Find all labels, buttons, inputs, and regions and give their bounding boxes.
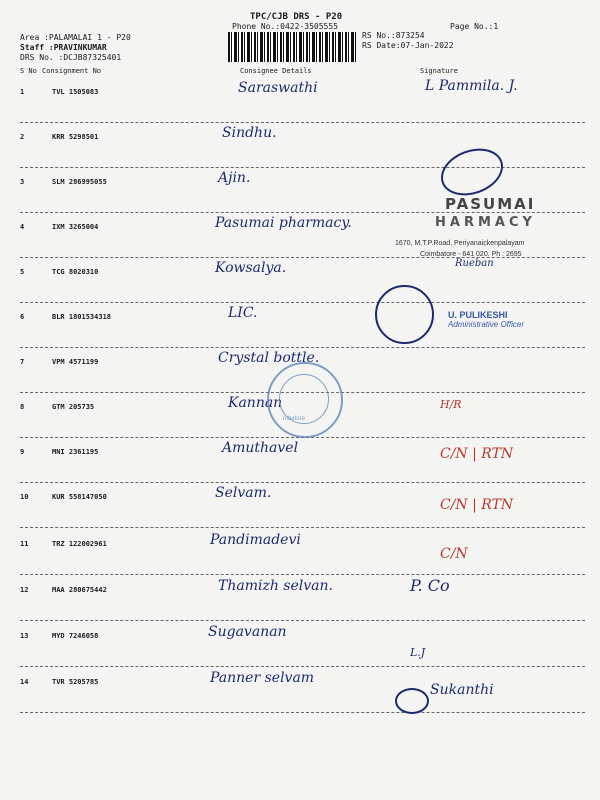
row-divider (20, 482, 585, 483)
row-divider (20, 620, 585, 621)
row-signature: L.J (410, 646, 426, 659)
table-row (0, 78, 600, 134)
col-header-sno: S No (20, 67, 37, 75)
row-sno: 5 (20, 268, 25, 276)
page-number: Page No.:1 (450, 22, 499, 31)
row-consignment: MAA 280675442 (52, 586, 107, 594)
row-sno: 9 (20, 448, 25, 456)
row-signature: H/R (440, 398, 462, 411)
drs-number: DRS No. :DCJB87325401 (20, 53, 122, 62)
row-signature: Sukanthi (430, 682, 494, 698)
row-sno: 10 (20, 493, 29, 501)
row-sno: 8 (20, 403, 25, 411)
pharmacy-stamp-name: PASUMAI (445, 195, 536, 213)
row-signature: Rueban (455, 258, 494, 269)
pharmacy-stamp-city: Coimbatore - 641 020. Ph : 2695 (420, 251, 522, 258)
row-sno: 4 (20, 223, 25, 231)
row-consignment: GTM 205735 (52, 403, 95, 411)
row-sno: 6 (20, 313, 25, 321)
signature-scribble (395, 688, 429, 714)
area-label: Area :PALAMALAI 1 - P20 (20, 33, 131, 42)
row-consignee: Sindhu. (222, 125, 277, 141)
staff-label: Staff :PRAVINKUMAR (20, 43, 107, 52)
row-divider (20, 347, 585, 348)
barcode (228, 32, 356, 62)
row-sno: 13 (20, 632, 29, 640)
officer-name: U. PULIKESHI (448, 310, 508, 320)
row-consignment: MYD 7246058 (52, 632, 99, 640)
row-consignment: TVL 1505083 (52, 88, 99, 96)
sheet-title: TPC/CJB DRS - P20 (250, 12, 343, 22)
pharmacy-stamp (395, 185, 585, 265)
row-consignee: Sugavanan (208, 624, 287, 640)
row-divider (20, 666, 585, 667)
row-consignee: Crystal bottle. (218, 350, 320, 366)
phone-number: Phone No.:0422-3505555 (232, 22, 338, 31)
row-signature: C/N (440, 546, 468, 562)
table-row (0, 670, 600, 724)
row-consignment: VPM 4571199 (52, 358, 99, 366)
row-divider (20, 574, 585, 575)
row-consignee: Saraswathi (238, 80, 318, 96)
table-row (0, 125, 600, 179)
round-seal-text: mbatore (283, 416, 306, 422)
row-sno: 1 (20, 88, 25, 96)
col-header-consignee: Consignee Details (240, 67, 312, 75)
row-signature: P. Co (410, 576, 450, 595)
row-consignment: MNI 2361195 (52, 448, 99, 456)
row-consignee: Selvam. (215, 485, 272, 501)
row-divider (20, 122, 585, 123)
table-row (0, 258, 600, 314)
row-divider (20, 712, 585, 713)
row-consignee: Kowsalya. (215, 260, 287, 276)
row-consignee: Ajin. (218, 170, 251, 186)
pharmacy-stamp-address: 1670, M.T.P.Road, Periyanaickenpalayam (395, 240, 525, 247)
row-consignment: TCG 8020310 (52, 268, 99, 276)
table-row (0, 576, 600, 632)
row-consignee: LIC. (228, 305, 258, 321)
row-sno: 7 (20, 358, 25, 366)
table-row (0, 440, 600, 494)
row-divider (20, 527, 585, 528)
row-consignment: KUR 558147050 (52, 493, 107, 501)
row-consignment: BLR 1801534318 (52, 313, 112, 321)
col-header-consignment: Consignment No (42, 67, 102, 75)
row-sno: 2 (20, 133, 25, 141)
pharmacy-stamp-name-2: HARMACY (435, 215, 536, 230)
row-consignee: Amuthavel (222, 440, 299, 456)
row-signature: L Pammila. J. (425, 78, 518, 94)
row-sno: 3 (20, 178, 25, 186)
officer-role: Administrative Officer (448, 320, 525, 329)
row-consignee: Pasumai pharmacy. (215, 215, 352, 231)
col-header-signature: Signature (420, 67, 458, 75)
row-divider (20, 302, 585, 303)
row-consignee: Thamizh selvan. (218, 578, 333, 594)
rs-number: RS No.:873254 (362, 31, 425, 40)
row-consignment: TRZ 122002961 (52, 540, 107, 548)
row-signature: C/N | RTN (440, 446, 514, 462)
row-sno: 12 (20, 586, 29, 594)
row-consignment: IXM 3265004 (52, 223, 99, 231)
row-signature: C/N | RTN (440, 497, 514, 513)
row-sno: 14 (20, 678, 29, 686)
row-consignee: Kannan (228, 395, 283, 411)
row-consignee: Pandimadevi (210, 532, 301, 548)
signature-scribble (375, 285, 434, 344)
row-consignment: SLM 286995055 (52, 178, 107, 186)
row-consignee: Panner selvam (210, 670, 315, 686)
round-seal-stamp (267, 362, 343, 438)
row-consignment: KRR 5298501 (52, 133, 99, 141)
rs-date: RS Date:07-Jan-2022 (362, 41, 454, 50)
row-consignment: TVR 5205785 (52, 678, 99, 686)
officer-stamp (448, 310, 524, 329)
row-sno: 11 (20, 540, 29, 548)
